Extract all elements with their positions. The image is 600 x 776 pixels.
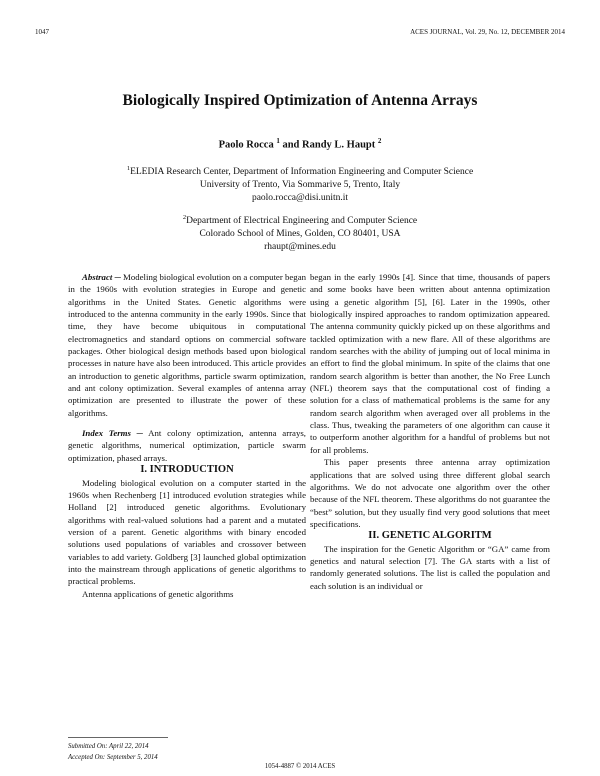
author-affiliation-mark: 1 <box>276 137 280 145</box>
body-paragraph: Modeling biological evolution on a computer started in the 1960s when Rechenberg [1] introduced evolution strategies while Holland [2] introduced genetic algorithms. Evolutionary algorithms with real-valued solutions had a parent and a mutated version of a parent. Genetic algorithms with binary encoded solutions used populations of variables and crossover between variables to add variety. Goldberg [3] launched global optimization into the mainstream through applications of genetic algorithms to practical problems. <box>68 477 306 587</box>
affiliation-text: ELEDIA Research Center, Department of Information Engineering and Computer Science <box>130 167 474 178</box>
abstract <box>68 271 306 419</box>
footnote-divider <box>68 737 168 738</box>
paper-title: Biologically Inspired Optimization of Antenna Arrays <box>122 92 478 109</box>
body-paragraph: This paper presents three antenna array optimization applications that are solved using three different global search algorithms. We do not advocate one algorithm over the other because of the NFL theorem. These algorithms do not guarantee the “best” solution, but they usually find very good solutions that meet specifications. <box>310 457 550 529</box>
index-terms-label: Index Terms <box>82 428 131 439</box>
accepted-date: Accepted On: September 5, 2014 <box>68 754 158 761</box>
affiliation-block <box>0 163 600 205</box>
section-heading-introduction: I. INTRODUCTION <box>140 464 234 476</box>
affiliation-line: University of Trento, Via Sommarive 5, Trento, Italy <box>199 179 401 190</box>
author-affiliation-mark: 2 <box>377 137 382 145</box>
affiliation-block <box>0 212 600 254</box>
journal-reference: ACES JOURNAL, Vol. 29, No. 12, DECEMBER 2014 <box>410 28 565 36</box>
affiliation-email: rhaupt@mines.edu <box>264 241 336 252</box>
affiliation-line <box>0 212 600 228</box>
section-heading-genetic-algorithm: II. GENETIC ALGORITM <box>368 530 492 542</box>
right-column <box>310 271 550 592</box>
submitted-date: Submitted On: April 22, 2014 <box>68 743 149 750</box>
body-paragraph: began in the early 1990s [4]. Since that time, thousands of papers and some books have been written about antenna optimization using a genetic algorithm [5], [6]. Later in the 1990s, other biologically inspired approaches to random optimization appeared. The antenna community quickly picked up on these algorithms and tackled optimization with a new flare. All of these algorithms are random searches with the ability of jumping out of local minima in an effort to find the global minimum. In spite of the claims that one random search algorithm is better than another, the No Free Lunch (NFL) theorem says that the computational cost of finding a solution for a class of mathematical problems is the same for any random search algorithm when averaged over all problems in the class. Thus, tweaking the parameters of one algorithm can cause it to outperform another algorithm for a handful of problems but not for all problems. <box>310 272 550 455</box>
author-line <box>0 137 600 151</box>
affiliation-line <box>0 163 600 179</box>
abstract-label: Abstract <box>82 272 113 282</box>
author-name: Paolo Rocca <box>218 139 274 151</box>
left-column <box>68 271 306 600</box>
index-terms <box>68 427 306 464</box>
copyright-notice: 1054-4887 © 2014 ACES <box>264 763 336 770</box>
affiliation-mark: 1 <box>126 165 131 172</box>
affiliation-text: Department of Electrical Engineering and Computer Science <box>186 216 418 227</box>
affiliation-mark: 2 <box>182 214 187 221</box>
body-paragraph: Antenna applications of genetic algorithms <box>82 588 234 599</box>
body-paragraph: The inspiration for the Genetic Algorithm or “GA” came from genetics and natural selection [7]. The GA starts with a list of randomly generated solutions. The list is called the population and each solution is an individual or <box>310 543 550 591</box>
affiliation-line: Colorado School of Mines, Golden, CO 80401, USA <box>199 228 401 239</box>
author-joiner: and <box>282 139 300 151</box>
affiliation-email: paolo.rocca@disi.unitn.it <box>251 192 349 203</box>
page-number: 1047 <box>35 28 49 36</box>
abstract-text: ─ Modeling biological evolution on a computer began in the 1960s with evolution strategies in Europe and genetic algorithms in the United States. Genetic algorithms were introduced to the antenna community in the early 1990s. Since that time, they have become ubiquitous in computational electromagnetics and standard options on commercial software packages. Other biological design methods based upon biological processes in nature have also been introduced. This article provides an introduction to genetic algorithms, particle swarm optimization, and ant colony optimization. Several examples of antenna array optimization are presented to illustrate the power of these algorithms. <box>68 272 307 418</box>
index-terms-text: ─ Ant colony optimization, antenna arrays, genetic algorithms, numerical optimization, particle swarm optimization, phased arrays. <box>68 428 306 463</box>
author-name: Randy L. Haupt <box>302 139 376 151</box>
